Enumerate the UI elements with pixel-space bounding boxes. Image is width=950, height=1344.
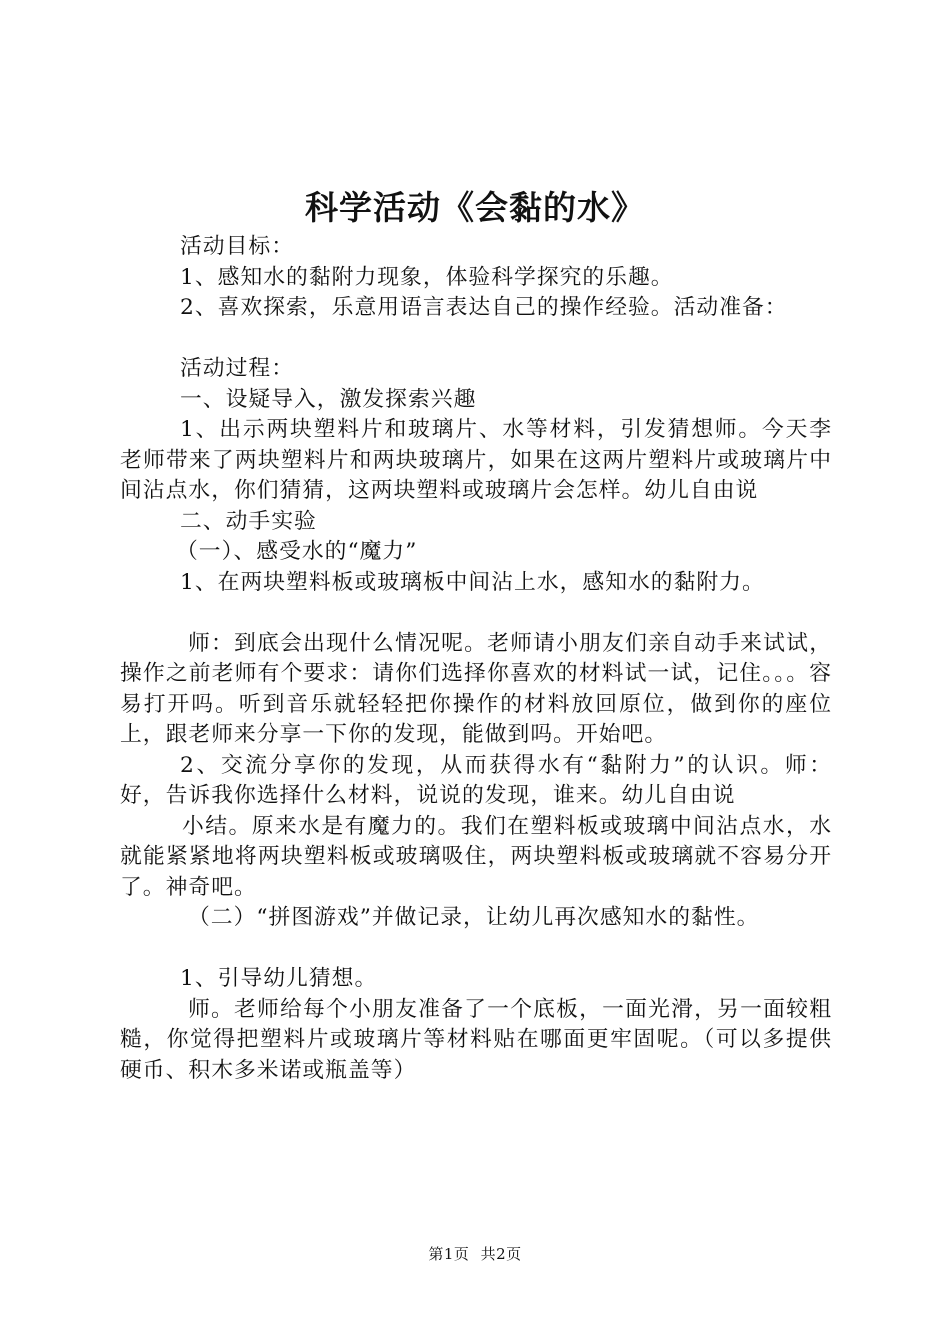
paragraph-teacher-board: 师。老师给每个小朋友准备了一个底板，一面光滑，另一面较粗糙，你觉得把塑料片或玻璃片等材料贴在哪面更牢固呢。（可以多提供硬币、积木多米诺或瓶盖等） <box>120 996 832 1083</box>
blank-line <box>120 934 832 965</box>
document-title: 科学活动《会黏的水》 <box>305 188 645 227</box>
paragraph-step-1b: 1、在两块塑料板或玻璃板中间沾上水，感知水的黏附力。 <box>180 569 765 595</box>
blank-line <box>120 598 832 629</box>
paragraph-summary: 小结。原来水是有魔力的。我们在塑料板或玻璃中间沾点水，水就能紧紧地将两块塑料板或玻璃吸住，两块塑料板或玻璃就不容易分开了。神奇吧。 <box>120 813 832 900</box>
paragraph-guess: 1、引导幼儿猜想。 <box>180 966 378 991</box>
page-total: 共2页 <box>480 1245 522 1263</box>
paragraph-teacher-question: 师：到底会出现什么情况呢。老师请小朋友们亲自动手来试试，操作之前老师有个要求：请你们选择你喜欢的材料试一试，记住。。。容易打开吗。听到音乐就轻轻把你操作的材料放回原位，做到你的座位上，跟老师来分享一下你的发现，能做到吗。开始吧。 <box>120 630 832 747</box>
page-footer <box>0 1244 950 1264</box>
paragraph-step-1: 1、出示两块塑料片和玻璃片、水等材料，引发猜想师。今天李老师带来了两块塑料片和两块玻璃片，如果在这两片塑料片或玻璃片中间沾点水，你们猜猜，这两块塑料或玻璃片会怎样。幼儿自由说 <box>120 417 832 503</box>
paragraph-subsection-2: （二）“拼图游戏”并做记录，让幼儿再次感知水的黏性。 <box>188 905 760 930</box>
paragraph-goal-2: 2、喜欢探索，乐意用语言表达自己的操作经验。活动准备： <box>180 295 788 320</box>
page-number: 第1页 <box>428 1245 470 1263</box>
paragraph-goal-1: 1、感知水的黏附力现象，体验科学探究的乐趣。 <box>180 264 674 290</box>
paragraph-step-2: 2、交流分享你的发现，从而获得水有“黏附力”的认识。师：好，告诉我你选择什么材料，说说的发现，谁来。幼儿自由说 <box>120 752 832 808</box>
paragraph-section-2: 二、动手实验 <box>180 508 317 534</box>
paragraph-goal-heading: 活动目标： <box>180 234 294 259</box>
paragraph-subsection-1: （一）、感受水的“魔力” <box>176 539 418 564</box>
blank-line <box>120 324 832 355</box>
paragraph-process-heading: 活动过程： <box>180 356 294 381</box>
document-body <box>120 232 832 1086</box>
paragraph-section-1: 一、设疑导入，激发探索兴趣 <box>180 386 477 412</box>
